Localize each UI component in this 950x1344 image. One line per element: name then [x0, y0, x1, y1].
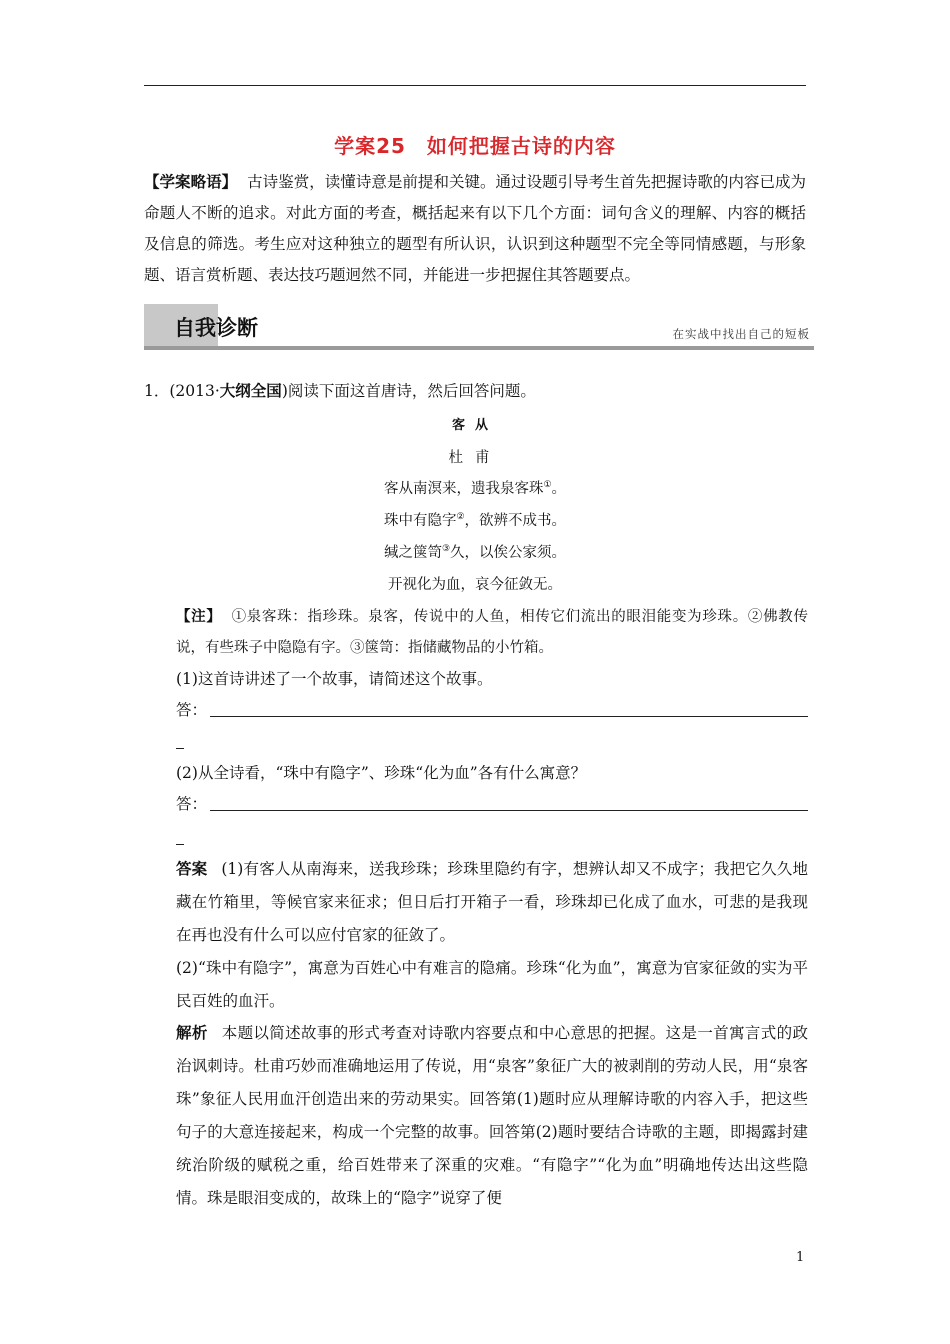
- answer-label-2: 答：: [176, 795, 208, 813]
- poem-line-4: 开视化为血，哀今征敛无。: [388, 577, 562, 593]
- footnote-mark-2: ②: [456, 512, 465, 523]
- intro-paragraph: [144, 166, 806, 291]
- section-heading: 自我诊断: [174, 316, 258, 340]
- answer-line-1[interactable]: [176, 698, 808, 720]
- sub-question-2: (2)从全诗看，“珠中有隐字”、珍珠“化为血”各有什么寓意？: [176, 764, 587, 782]
- page-number: 1: [796, 1250, 805, 1265]
- question-number: 1．: [144, 382, 170, 400]
- poem-notes: [176, 601, 808, 664]
- answer-label-1: 答：: [176, 701, 208, 719]
- answer-stub-1: [176, 748, 184, 749]
- poem-line-3-end: 久，以俟公家须。: [450, 545, 567, 561]
- answer-stub-2: [176, 844, 184, 845]
- source-suffix: ): [281, 382, 288, 400]
- note-tag: 【注】: [176, 608, 222, 625]
- section-subtitle: 在实战中找出自己的短板: [672, 327, 810, 341]
- header-rule: [144, 85, 806, 86]
- answer-block: [176, 853, 808, 1018]
- section-rule: [144, 346, 814, 350]
- analysis-tag: 解析: [176, 1024, 208, 1042]
- question-source: 大纲全国: [219, 382, 282, 400]
- poem-line-3-text: 缄之箧笥: [383, 545, 442, 561]
- answer-line-2[interactable]: [176, 792, 808, 814]
- page-title: 学案25 如何把握古诗的内容: [334, 134, 616, 158]
- poem-line-1: [0, 477, 950, 498]
- analysis-block: [176, 1017, 808, 1215]
- source-prefix: (2013·: [169, 382, 220, 400]
- question-prompt: 阅读下面这首唐诗，然后回答问题。: [287, 382, 536, 400]
- poem-title: 客从: [451, 418, 498, 433]
- sub-question-1: (1)这首诗讲述了一个故事，请简述这个故事。: [176, 670, 493, 688]
- intro-tag: 【学案略语】: [144, 172, 238, 191]
- poem-line-1-text: 客从南溟来，遗我泉客珠: [383, 481, 544, 497]
- analysis-text: 本题以简述故事的形式考查对诗歌内容要点和中心意思的把握。这是一首寓言式的政治讽刺诗。杜甫巧妙而准确地运用了传说，用“泉客”象征广大的被剥削的劳动人民，用“泉客珠”象征人民用血汗创造出来的劳动果实。回答第(1)题时应从理解诗歌的内容入手，把这些句子的大意连接起来，构成一个完整的故事。回答第(2)题时要结合诗歌的主题，即揭露封建统治阶级的赋税之重，给百姓带来了深重的灾难。“有隐字”“化为血”明确地传达出这些隐情。珠是眼泪变成的，故珠上的“隐字”说穿了便: [176, 1024, 808, 1207]
- poem-line-2: [0, 509, 950, 530]
- answer-part-1-text: (1)有客人从南海来，送我珍珠；珍珠里隐约有字，想辨认却又不成字；我把它久久地藏在竹箱里，等候官家来征求；但日后打开箱子一看，珍珠却已化成了血水，可悲的是我现在再也没有什么可以应付官家的征敛了。: [176, 860, 808, 944]
- answer-rule-2: [210, 810, 808, 811]
- poem-line-3: [0, 541, 950, 562]
- answer-rule-1: [210, 716, 808, 717]
- poem-line-2-end: ，欲辨不成书。: [464, 513, 567, 529]
- footnote-mark-3: ③: [441, 544, 451, 555]
- question-1: [144, 378, 806, 404]
- poem-line-2-text: 珠中有隐字: [383, 513, 457, 529]
- answer-part-1: [176, 853, 808, 952]
- answer-tag: 答案: [176, 860, 208, 878]
- note-text: ①泉客珠：指珍珠。泉客，传说中的人鱼，相传它们流出的眼泪能变为珍珠。②佛教传说，有些珠子中隐隐有字。③箧笥：指储藏物品的小竹箱。: [176, 609, 808, 656]
- footnote-mark-1: ①: [543, 480, 552, 491]
- poem-author: 杜甫: [448, 450, 502, 466]
- poem-line-1-end: 。: [551, 481, 567, 497]
- answer-part-2: (2)“珠中有隐字”，寓意为百姓心中有难言的隐痛。珍珠“化为血”，寓意为官家征敛的实为平民百姓的血汗。: [176, 959, 808, 1010]
- section-header: [144, 304, 814, 350]
- intro-text: 古诗鉴赏，读懂诗意是前提和关键。通过设题引导考生首先把握诗歌的内容已成为命题人不断的追求。对此方面的考查，概括起来有以下几个方面：词句含义的理解、内容的概括及信息的筛选。考生应对这种独立的题型有所认识，认识到这种题型不完全等同情感题，与形象题、语言赏析题、表达技巧题迥然不同，并能进一步把握住其答题要点。: [144, 173, 806, 284]
